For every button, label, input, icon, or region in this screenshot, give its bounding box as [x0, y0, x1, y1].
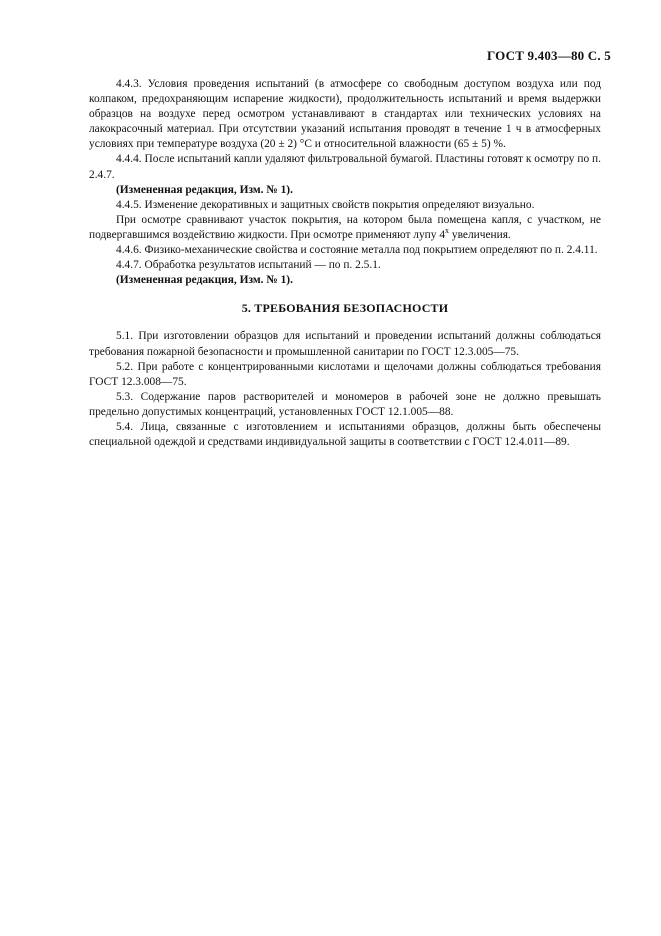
- lens-text-after: увеличения.: [449, 228, 511, 241]
- paragraph-5-3: 5.3. Содержание паров растворителей и мономеров в рабочей зоне не должно превышать предельно допустимых концентраций, установленных ГОСТ 12.1.005—88.: [89, 390, 601, 418]
- paragraph-5-1: 5.1. При изготовлении образцов для испытаний и проведении испытаний должны соблюдаться требования пожарной безопасности и промышленной санитарии по ГОСТ 12.3.005—75.: [89, 330, 601, 358]
- paragraph-4-4-7: 4.4.7. Обработка результатов испытаний — по п. 2.5.1.: [116, 259, 381, 272]
- paragraph-inspection-lens: [89, 213, 601, 243]
- paragraph-4-4-6: 4.4.6. Физико-механические свойства и состояние металла под покрытием определяют по п. 2.4.11.: [116, 244, 598, 257]
- section-title: 5. ТРЕБОВАНИЯ БЕЗОПАСНОСТИ: [241, 301, 449, 316]
- paragraph-5-4: 5.4. Лица, связанные с изготовлением и испытаниями образцов, должны быть обеспечены специальной одеждой и средствами индивидуальной защиты в соответствии с ГОСТ 12.4.011—89.: [89, 420, 601, 449]
- lens-magnification-sup: х: [445, 226, 450, 236]
- amendment-note: (Измененная редакция, Изм. № 1).: [116, 274, 293, 287]
- document-body: [89, 77, 601, 450]
- page-header: ГОСТ 9.403—80 С. 5: [486, 48, 611, 63]
- amendment-note: (Измененная редакция, Изм. № 1).: [116, 183, 293, 196]
- paragraph-4-4-5: 4.4.5. Изменение декоративных и защитных свойств покрытия определяют визуально.: [116, 198, 535, 211]
- paragraph-4-4-3: 4.4.3. Условия проведения испытаний (в атмосфере со свободным доступом воздуха или под колпаком, предохраняющим испарение жидкости), продолжительность испытаний и время выдержки образцов на воздухе перед осмотром устанавливают в стандартах или технических условиях на лакокрасочный материал. При отсутствии указаний испытания проводят в течение 1 ч в атмосферных условиях при температуре воздуха (20 ± 2) °С и относительной влажности (65 ± 5) %.: [89, 78, 601, 151]
- paragraph-5-2: 5.2. При работе с концентрированными кислотами и щелочами должны соблюдаться требования ГОСТ 12.3.008—75.: [89, 360, 601, 388]
- paragraph-4-4-4: 4.4.4. После испытаний капли удаляют фильтровальной бумагой. Пластины готовят к осмотру по п. 2.4.7.: [89, 153, 601, 181]
- lens-text-before: При осмотре сравнивают участок покрытия, на котором была помещена капля, с участком, не подвергавшимся воздействию жидкости. При осмотре применяют лупу 4: [89, 213, 601, 241]
